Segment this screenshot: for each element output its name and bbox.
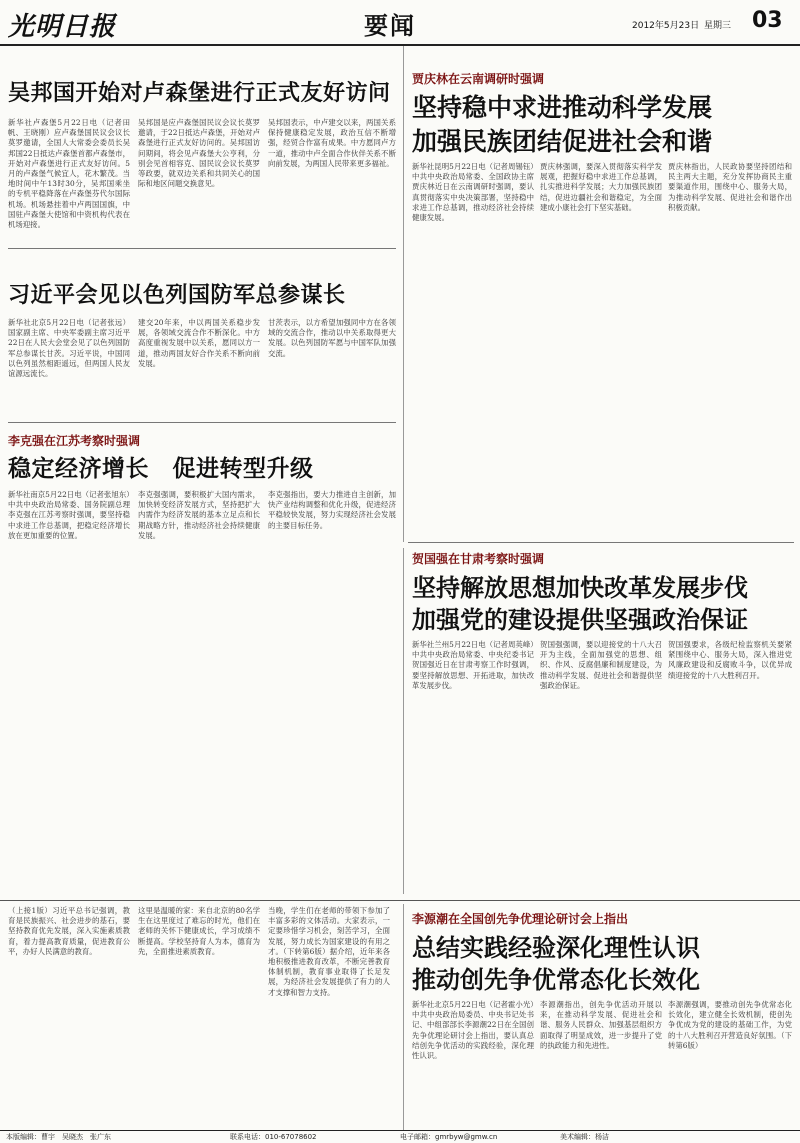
kicker: 贺国强在甘肃考察时强调 [412, 552, 545, 566]
headline-line-2: 加强民族团结促进社会和谐 [412, 127, 713, 156]
article-body-col-1: 新华社北京5月22日电（记者张远）国家副主席、中央军委副主席习近平22日在人民大会堂会见了以色列国防军总参谋长甘茨。习近平说，中国同以色列虽然相距遥远，但两国人民友谊源远流长。 [8, 318, 130, 379]
article-body-col-2: 吴邦国是应卢森堡国民议会议长莫罗邀请，于22日抵达卢森堡，开始对卢森堡进行正式友好访问的。吴邦国访问期间，将会见卢森堡大公亨利，分别会见首相容克、国民议会议长莫罗等政要，就双边关系和共同关心的国际和地区问题交换意见。 [138, 118, 260, 189]
headline-line-1: 坚持稳中求进推动科学发展 [412, 93, 713, 122]
column-divider [403, 46, 404, 542]
kicker: 贾庆林在云南调研时强调 [412, 72, 545, 86]
footer-email: 电子邮箱：gmrbyw@gmw.cn [400, 1133, 498, 1141]
headline-line-1: 坚持解放思想加快改革发展步伐 [412, 574, 748, 602]
article-body-col-3: 甘茨表示，以方希望加强同中方在各领域的交流合作，推动以中关系取得更大发展。以色列国防军愿与中国军队加强交流。 [268, 318, 396, 358]
article-body-col-1: 新华社卢森堡5月22日电（记者田帆、王晓刚）应卢森堡国民议会议长莫罗邀请，全国人大常委会委员长吴邦国22日抵达卢森堡首都卢森堡市，开始对卢森堡进行正式友好访问。5月的卢森堡气候宜人，花木繁茂。当地时间中午13时30分，吴邦国乘坐的专机平稳降落在卢森堡芬代尔国际机场。机场悬挂着中卢两国国旗，中国驻卢森堡大使馆和中资机构代表在机场迎接。 [8, 118, 130, 230]
headline-line-2: 加强党的建设提供坚强政治保证 [412, 606, 748, 634]
footer-rule [0, 1130, 800, 1131]
footer-art-editor: 美术编辑：杨洁 [560, 1133, 609, 1141]
issue-date: 2012年5月23日 [632, 21, 700, 31]
column-divider [403, 548, 404, 894]
headline: 吴邦国开始对卢森堡进行正式友好访问 [8, 81, 391, 106]
article-body-col-3: 李源潮强调，要推动创先争优常态化长效化，建立健全长效机制，使创先争优成为党的建设的基础工作，为党的十八大胜利召开营造良好氛围。（下转第6版） [668, 1000, 792, 1050]
article-body-col-3: 李克强指出，要大力推进自主创新，加快产业结构调整和优化升级，促进经济平稳较快发展，努力实现经济社会发展的主要目标任务。 [268, 490, 396, 530]
separator [8, 248, 396, 249]
article-body-col-2: 李源潮指出，创先争优活动开展以来，在推动科学发展、促进社会和谐、服务人民群众、加强基层组织方面取得了明显成效，进一步提升了党的执政能力和先进性。 [540, 1000, 662, 1050]
separator [408, 542, 794, 543]
article-body-col-3: 当晚，学生们在老师的带领下参加了丰富多彩的文体活动。大家表示，一定要珍惜学习机会，刻苦学习，全面发展，努力成长为国家建设的有用之才。（下转第6版）据介绍，近年来各地积极推进教育改革，不断完善教育体制机制，教育事业取得了长足发展，为经济社会发展提供了有力的人才支撑和智力支持。 [268, 906, 390, 997]
newspaper-logo: 光明日报 [8, 12, 117, 42]
issue-weekday: 星期三 [704, 21, 732, 31]
article-body-col-3: 贾庆林指出，人民政协要坚持团结和民主两大主题，充分发挥协商民主重要渠道作用，围绕中心、服务大局，为推动科学发展、促进社会和谐作出积极贡献。 [668, 162, 792, 212]
footer-editor: 本版编辑：曹宇 吴晓杰 张广东 [6, 1133, 111, 1141]
article-body-col-2: 李克强强调，要积极扩大国内需求，加快转变经济发展方式，坚持把扩大内需作为经济发展的基本立足点和长期战略方针，推动经济社会持续健康发展。 [138, 490, 260, 540]
footer-phone: 联系电话：010-67078602 [230, 1133, 317, 1141]
article-body-col-1: 新华社南京5月22日电（记者张旭东）中共中央政治局常委、国务院副总理李克强在江苏考察时强调，要坚持稳中求进工作总基调，把稳定经济增长放在更加重要的位置。 [8, 490, 130, 540]
separator [8, 422, 396, 423]
headline: 稳定经济增长 促进转型升级 [8, 456, 314, 482]
headline-line-1: 总结实践经验深化理性认识 [412, 934, 700, 962]
article-body-col-2: 贾庆林强调，要深入贯彻落实科学发展观，把握好稳中求进工作总基调，扎实推进科学发展；大力加强民族团结，促进边疆社会和谐稳定，为全面建成小康社会打下坚实基础。 [540, 162, 662, 212]
separator [0, 900, 800, 901]
headline-line-2: 推动创先争优常态化长效化 [412, 966, 700, 994]
article-body-col-2: 贺国强强调，要以迎接党的十八大召开为主线，全面加强党的思想、组织、作风、反腐倡廉和制度建设，为推动科学发展、促进社会和谐提供坚强政治保证。 [540, 640, 662, 690]
footer [0, 1132, 800, 1143]
page-number: 03 [752, 8, 783, 33]
section-title: 要闻 [364, 12, 416, 40]
kicker: 李源潮在全国创先争优理论研讨会上指出 [412, 912, 629, 926]
masthead [0, 0, 800, 44]
kicker: 李克强在江苏考察时强调 [8, 434, 141, 448]
article-body-col-3: 吴邦国表示，中卢建交以来，两国关系保持健康稳定发展，政治互信不断增强，经贸合作富有成果。中方愿同卢方一道，推动中卢全面合作伙伴关系不断向前发展，为两国人民带来更多福祉。 [268, 118, 396, 168]
headline: 习近平会见以色列国防军总参谋长 [8, 283, 346, 308]
column-divider [403, 904, 404, 1130]
article-body-col-1: 新华社兰州5月22日电（记者周英峰）中共中央政治局常委、中央纪委书记贺国强近日在甘肃考察工作时强调，要坚持解放思想、开拓进取，加快改革发展步伐。 [412, 640, 534, 690]
article-body-col-1: （上接1版）习近平总书记强调，教育是民族振兴、社会进步的基石，要坚持教育优先发展，深入实施素质教育，着力提高教育质量，促进教育公平，办好人民满意的教育。 [8, 906, 130, 956]
article-body-col-2: 这里是温暖的家：来自北京的80名学生在这里度过了难忘的时光，他们在老师的关怀下健康成长，学习成绩不断提高。学校坚持育人为本，德育为先，全面推进素质教育。 [138, 906, 260, 956]
masthead-rule [0, 44, 800, 46]
article-body-col-1: 新华社昆明5月22日电（记者周锡钰）中共中央政治局常委、全国政协主席贾庆林近日在云南调研时强调，要认真贯彻落实中央决策部署，坚持稳中求进工作总基调，推动经济社会持续健康发展。 [412, 162, 534, 223]
article-body-col-2: 建交20年来，中以两国关系稳步发展，各领域交流合作不断深化。中方高度重视发展中以关系，愿同以方一道，推动两国友好合作关系不断向前发展。 [138, 318, 260, 368]
article-body-col-1: 新华社北京5月22日电（记者霍小光）中共中央政治局委员、中央书记处书记、中组部部长李源潮22日在全国创先争优理论研讨会上指出，要认真总结创先争优活动的实践经验，深化理性认识。 [412, 1000, 534, 1061]
article-body-col-3: 贺国强要求，各级纪检监察机关要紧紧围绕中心、服务大局，深入推进党风廉政建设和反腐败斗争，以优异成绩迎接党的十八大胜利召开。 [668, 640, 792, 680]
